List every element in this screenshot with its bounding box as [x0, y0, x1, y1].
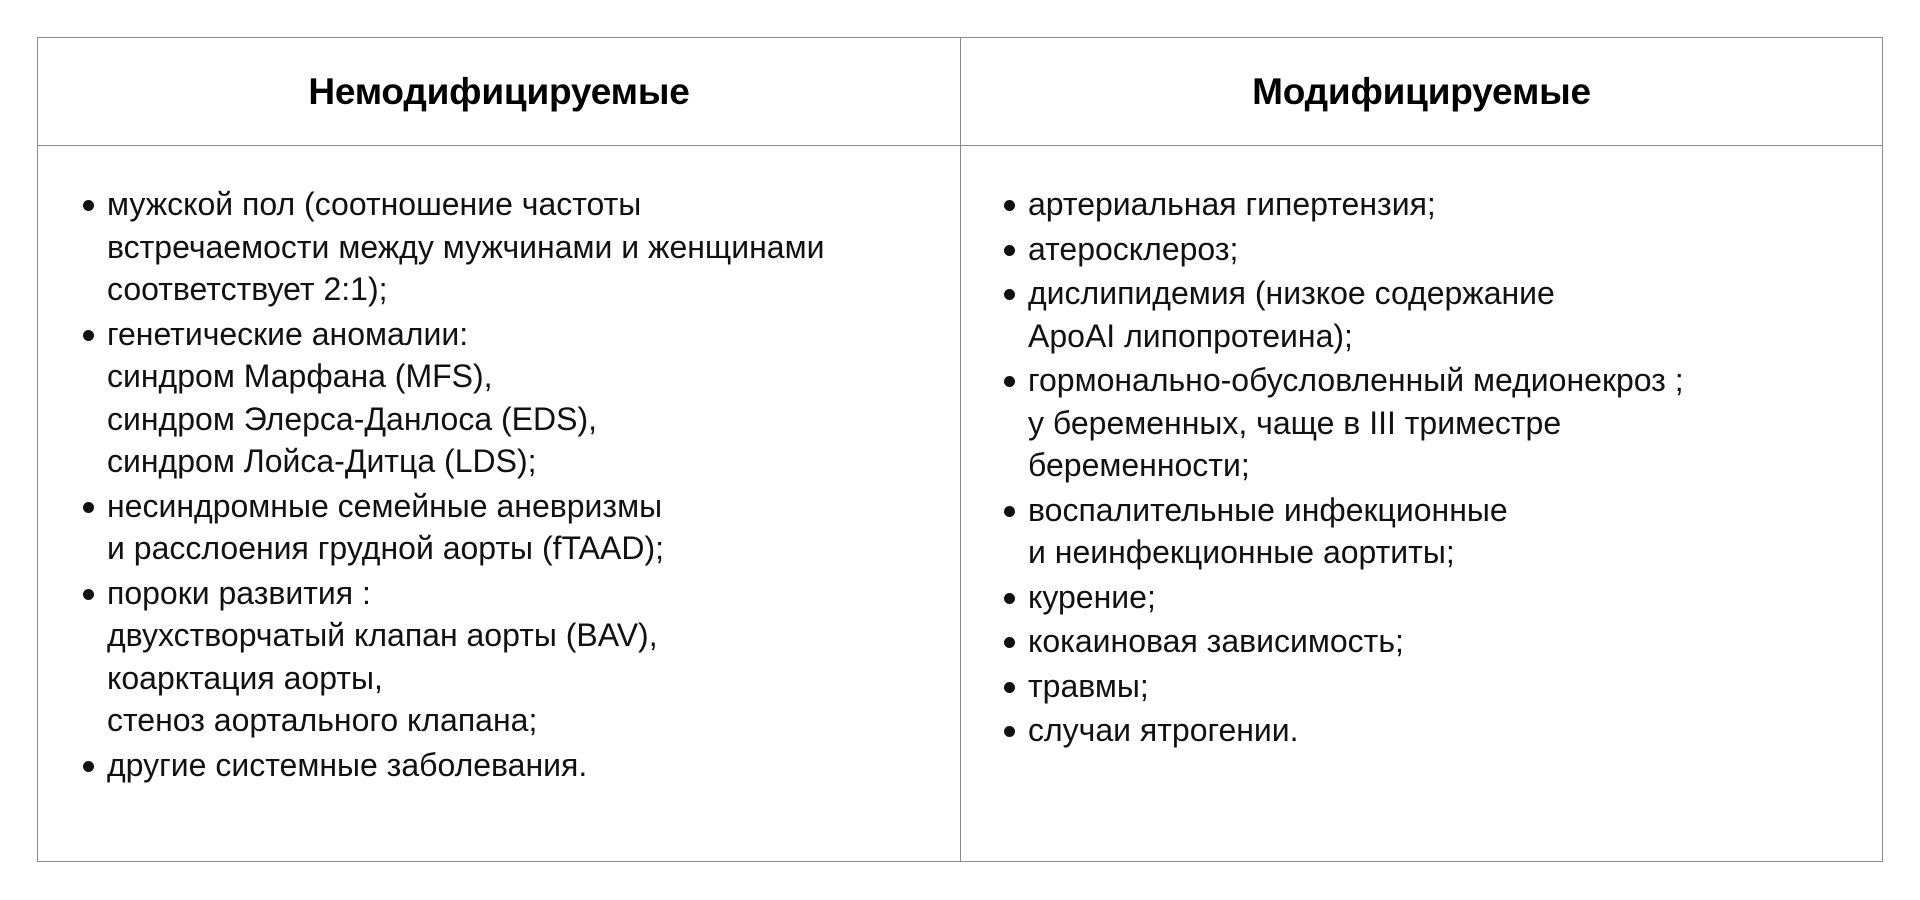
- modifiable-item-line: кокаиновая зависимость;: [1028, 623, 1404, 659]
- modifiable-item-line: беременности;: [1028, 447, 1250, 483]
- modifiable-item-line: курение;: [1028, 578, 1156, 615]
- bullet-icon: [1004, 289, 1015, 300]
- modifiable-item: [1001, 228, 1882, 271]
- non-modifiable-item-line: и расслоения грудной аорты (fTAAD);: [107, 530, 664, 566]
- bullet-icon: [83, 330, 94, 341]
- bullet-icon: [83, 502, 94, 513]
- non-modifiable-item-line: соответствует 2:1);: [107, 271, 388, 307]
- bullet-icon: [1004, 506, 1015, 517]
- modifiable-item: [1001, 359, 1882, 487]
- non-modifiable-item-line: двухстворчатый клапан аорты (BAV),: [107, 617, 658, 653]
- modifiable-item-line: дислипидемия (низкое содержание: [1028, 275, 1555, 311]
- modifiable-item: [1001, 489, 1882, 574]
- non-modifiable-item-line: коарктация аорты,: [107, 659, 383, 696]
- modifiable-item: [1001, 709, 1882, 752]
- bullet-icon: [1004, 245, 1015, 256]
- non-modifiable-list: [80, 183, 960, 786]
- non-modifiable-item-line: несиндромные семейные аневризмы: [107, 487, 663, 524]
- bullet-icon: [1004, 726, 1015, 737]
- bullet-icon: [83, 589, 94, 600]
- non-modifiable-item-line: мужской пол (соотношение частоты: [107, 186, 642, 222]
- non-modifiable-column: [38, 146, 961, 861]
- non-modifiable-item-line: пороки развития :: [107, 574, 371, 611]
- non-modifiable-item: [80, 313, 960, 483]
- modifiable-item-line: и неинфекционные аортиты;: [1028, 534, 1455, 570]
- non-modifiable-item: [80, 485, 960, 570]
- non-modifiable-item-line: другие системные заболевания.: [107, 746, 588, 783]
- modifiable-item-line: случаи ятрогении.: [1028, 712, 1299, 748]
- non-modifiable-item: [80, 572, 960, 742]
- non-modifiable-item: [80, 183, 960, 311]
- modifiable-item-line: ApoAI липопротеина);: [1028, 317, 1353, 354]
- non-modifiable-item-line: стеноз аортального клапана;: [107, 702, 538, 738]
- modifiable-list: [1001, 183, 1882, 752]
- risk-factors-table: [37, 37, 1883, 862]
- non-modifiable-item-line: генетические аномалии:: [107, 315, 469, 352]
- modifiable-item: [1001, 620, 1882, 663]
- non-modifiable-item-line: синдром Элерса-Данлоса (EDS),: [107, 400, 598, 437]
- modifiable-item-line: воспалительные инфекционные: [1028, 491, 1508, 528]
- modifiable-column: [961, 146, 1882, 861]
- modifiable-item: [1001, 665, 1882, 708]
- modifiable-item-line: гормонально-обусловленный медионекроз ;: [1028, 362, 1684, 398]
- bullet-icon: [1004, 682, 1015, 693]
- bullet-icon: [1004, 637, 1015, 648]
- modifiable-item: [1001, 576, 1882, 619]
- bullet-icon: [83, 761, 94, 772]
- non-modifiable-item-line: синдром Лойса-Дитца (LDS);: [107, 443, 537, 479]
- modifiable-item-line: у беременных, чаще в III триместре: [1028, 404, 1562, 441]
- modifiable-item-line: травмы;: [1028, 667, 1149, 704]
- modifiable-item: [1001, 272, 1882, 357]
- modifiable-item-line: артериальная гипертензия;: [1028, 186, 1436, 222]
- modifiable-item-line: атеросклероз;: [1028, 230, 1239, 267]
- bullet-icon: [83, 200, 94, 211]
- non-modifiable-item-line: встречаемости между мужчинами и женщинами: [107, 228, 825, 265]
- header-non-modifiable: Немодифицируемые: [38, 38, 961, 146]
- header-modifiable: Модифицируемые: [961, 38, 1882, 146]
- non-modifiable-item-line: синдром Марфана (MFS),: [107, 358, 493, 394]
- modifiable-item: [1001, 183, 1882, 226]
- non-modifiable-item: [80, 744, 960, 787]
- bullet-icon: [1004, 200, 1015, 211]
- bullet-icon: [1004, 593, 1015, 604]
- bullet-icon: [1004, 376, 1015, 387]
